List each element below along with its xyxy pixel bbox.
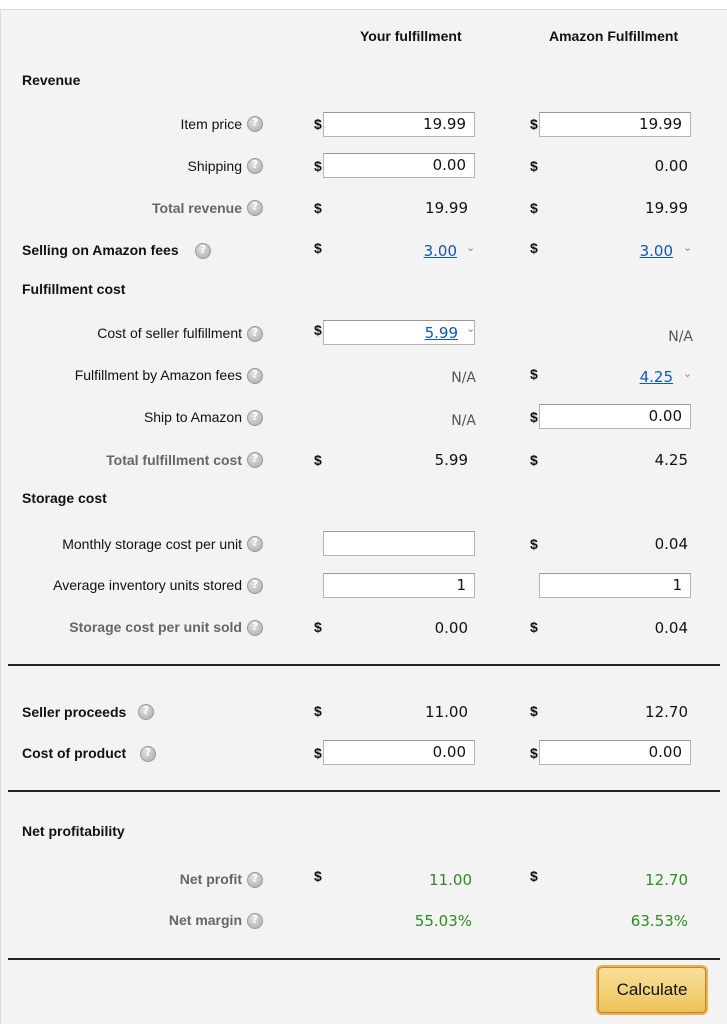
help-question-icon[interactable]: [247, 200, 263, 216]
currency-symbol: $: [314, 619, 322, 635]
currency-symbol: $: [530, 868, 538, 884]
total-fulfillment-yours: 5.99: [434, 451, 468, 469]
currency-symbol: $: [314, 200, 322, 216]
currency-symbol: $: [530, 745, 538, 761]
help-question-icon[interactable]: [247, 620, 263, 636]
help-question-icon[interactable]: [247, 452, 263, 468]
currency-symbol: $: [314, 868, 322, 884]
monthly-storage-value-amazon: 0.04: [654, 535, 688, 553]
item-price-input-amazon[interactable]: 19.99: [539, 112, 691, 137]
net-profit-amazon: 12.70: [645, 871, 688, 889]
chevron-down-icon[interactable]: ⌄: [683, 241, 693, 254]
currency-symbol: $: [314, 158, 322, 174]
net-profit-yours: 11.00: [429, 871, 472, 889]
fba-fees-value-yours: N/A: [451, 370, 476, 386]
total-fulfillment-label: Total fulfillment cost: [106, 452, 242, 468]
currency-symbol: $: [530, 536, 538, 552]
section-net-profitability: Net profitability: [22, 823, 125, 839]
currency-symbol: $: [530, 158, 538, 174]
help-question-icon[interactable]: [247, 872, 263, 888]
seller-proceeds-label: Seller proceeds: [22, 704, 127, 720]
ship-to-amazon-input-amazon[interactable]: 0.00: [539, 404, 691, 429]
seller-fulfillment-link-yours[interactable]: 5.99: [424, 324, 458, 342]
help-question-icon[interactable]: [247, 368, 263, 384]
storage-per-unit-amazon: 0.04: [654, 619, 688, 637]
divider: [8, 790, 720, 792]
currency-symbol: $: [530, 619, 538, 635]
avg-inventory-label: Average inventory units stored: [53, 577, 242, 593]
net-margin-label: Net margin: [168, 912, 242, 928]
help-question-icon[interactable]: [195, 243, 211, 259]
currency-symbol: $: [314, 745, 322, 761]
section-revenue: Revenue: [22, 72, 81, 88]
currency-symbol: $: [314, 452, 322, 468]
item-price-input-yours[interactable]: 19.99: [323, 112, 475, 137]
selling-fees-link-yours[interactable]: 3.00: [423, 242, 457, 260]
cost-of-product-input-amazon[interactable]: 0.00: [539, 740, 691, 765]
section-fulfillment-cost: Fulfillment cost: [22, 281, 126, 297]
monthly-storage-label: Monthly storage cost per unit: [62, 536, 242, 552]
help-question-icon[interactable]: [247, 116, 263, 132]
fba-fees-link-amazon[interactable]: 4.25: [639, 368, 673, 386]
currency-symbol: $: [530, 200, 538, 216]
net-margin-amazon: 63.53%: [630, 912, 688, 930]
fba-fees-label: Fulfillment by Amazon fees: [74, 367, 242, 383]
total-revenue-label: Total revenue: [152, 200, 242, 216]
chevron-down-icon[interactable]: ⌄: [466, 322, 476, 335]
selling-fees-link-amazon[interactable]: 3.00: [639, 242, 673, 260]
currency-symbol: $: [530, 452, 538, 468]
shipping-value-amazon: 0.00: [654, 157, 688, 175]
currency-symbol: $: [530, 366, 538, 382]
help-question-icon[interactable]: [247, 158, 263, 174]
ship-to-amazon-label: Ship to Amazon: [143, 409, 242, 425]
currency-symbol: $: [314, 240, 322, 256]
cost-of-product-input-yours[interactable]: 0.00: [323, 740, 475, 765]
currency-symbol: $: [530, 703, 538, 719]
seller-proceeds-amazon: 12.70: [645, 703, 688, 721]
seller-fulfillment-value-amazon: N/A: [668, 329, 693, 345]
help-question-icon[interactable]: [140, 746, 156, 762]
chevron-down-icon[interactable]: ⌄: [683, 367, 693, 380]
storage-per-unit-yours: 0.00: [434, 619, 468, 637]
net-profit-label: Net profit: [179, 871, 242, 887]
section-storage-cost: Storage cost: [22, 490, 107, 506]
seller-fulfillment-select-yours[interactable]: [323, 320, 475, 345]
help-question-icon[interactable]: [247, 326, 263, 342]
help-question-icon[interactable]: [247, 536, 263, 552]
currency-symbol: $: [314, 116, 322, 132]
currency-symbol: $: [314, 322, 322, 338]
avg-inventory-input-amazon[interactable]: 1: [539, 573, 691, 598]
currency-symbol: $: [530, 240, 538, 256]
selling-fees-label: Selling on Amazon fees: [22, 242, 179, 258]
item-price-label: Item price: [180, 116, 242, 132]
currency-symbol: $: [530, 116, 538, 132]
shipping-label: Shipping: [187, 158, 242, 174]
monthly-storage-input-yours[interactable]: [323, 531, 475, 556]
divider: [8, 958, 720, 960]
total-fulfillment-amazon: 4.25: [654, 451, 688, 469]
currency-symbol: $: [314, 703, 322, 719]
seller-proceeds-yours: 11.00: [425, 703, 468, 721]
ship-to-amazon-value-yours: N/A: [451, 413, 476, 429]
net-margin-yours: 55.03%: [414, 912, 472, 930]
avg-inventory-input-yours[interactable]: 1: [323, 573, 475, 598]
calculate-button[interactable]: Calculate: [598, 967, 706, 1013]
currency-symbol: $: [530, 409, 538, 425]
cost-of-product-label: Cost of product: [22, 745, 127, 761]
seller-fulfillment-label: Cost of seller fulfillment: [97, 325, 242, 341]
divider: [8, 664, 720, 666]
shipping-input-yours[interactable]: 0.00: [323, 153, 475, 178]
column-header-amazon-fulfillment: Amazon Fulfillment: [549, 28, 679, 44]
total-revenue-amazon: 19.99: [645, 199, 688, 217]
help-question-icon[interactable]: [247, 913, 263, 929]
total-revenue-yours: 19.99: [425, 199, 468, 217]
help-question-icon[interactable]: [247, 410, 263, 426]
chevron-down-icon[interactable]: ⌄: [466, 241, 476, 254]
storage-per-unit-label: Storage cost per unit sold: [69, 619, 242, 635]
help-question-icon[interactable]: [138, 704, 154, 720]
column-header-your-fulfillment: Your fulfillment: [360, 28, 462, 44]
help-question-icon[interactable]: [247, 578, 263, 594]
